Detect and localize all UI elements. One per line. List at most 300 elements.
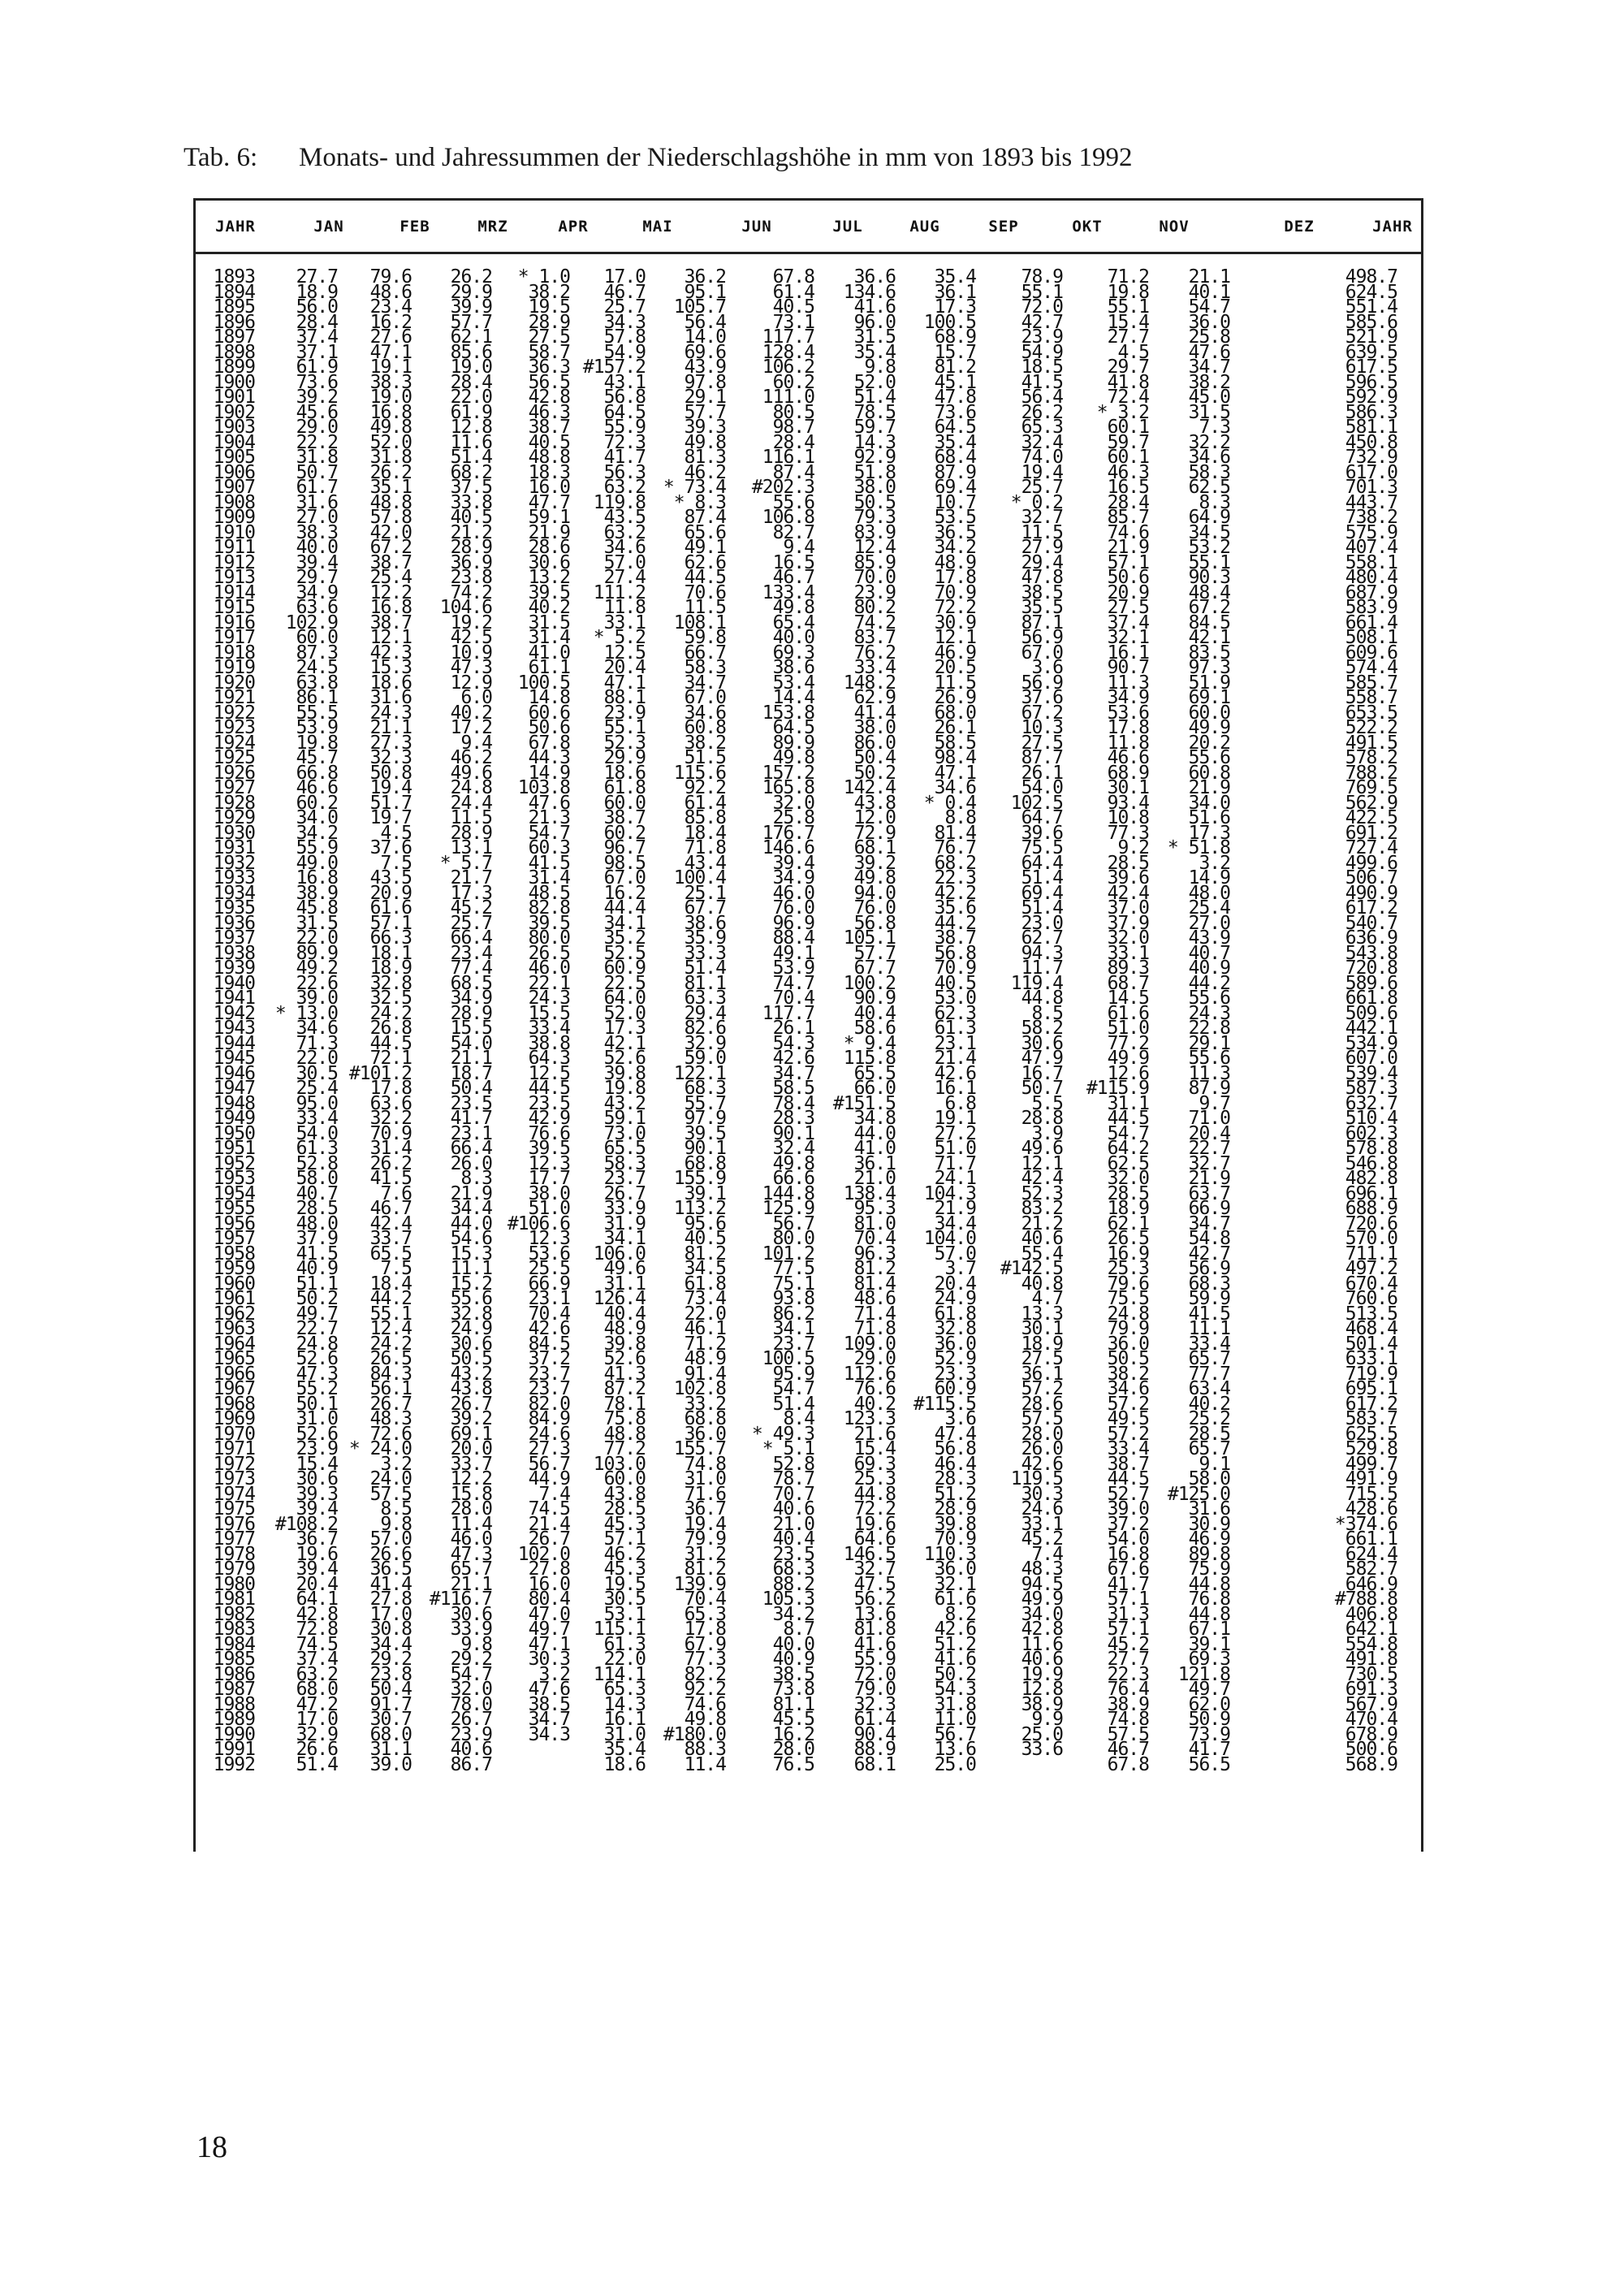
table-cell: 1928 <box>213 792 255 814</box>
table-cell: 79.9 <box>1107 1318 1149 1339</box>
table-cell: 54.0 <box>450 1032 492 1054</box>
table-cell: 40.5 <box>934 972 976 994</box>
table-cell: * 1.0 <box>517 266 570 287</box>
table-cell: 23.9 <box>450 1723 492 1745</box>
column-header: JUN <box>741 218 772 236</box>
table-cell: 1900 <box>213 371 255 393</box>
table-cell: 19.4 <box>369 777 412 798</box>
table-cell: 53.9 <box>296 717 338 738</box>
table-cell: * 8.3 <box>673 491 726 513</box>
column-header: JAHR <box>1372 218 1413 236</box>
table-cell: 1923 <box>213 717 255 738</box>
table-cell: 66.0 <box>853 1078 896 1099</box>
table-cell: 45.2 <box>1021 1528 1063 1550</box>
table-cell: 34.7 <box>1188 357 1230 378</box>
table-cell: 58.5 <box>934 732 976 754</box>
table-cell: 1938 <box>213 942 255 964</box>
table-cell: 90.1 <box>684 1138 726 1159</box>
table-cell: 40.9 <box>772 1649 814 1670</box>
table-cell: 47.6 <box>528 792 570 814</box>
table-cell: 17.8 <box>684 1619 726 1640</box>
table-cell: 153.8 <box>762 702 814 724</box>
table-cell: 12.5 <box>603 642 646 664</box>
table-cell: 43.5 <box>603 507 646 528</box>
table-cell: 111.0 <box>762 387 814 408</box>
table-cell: 34.6 <box>1188 447 1230 468</box>
table-cell: 31.9 <box>603 1213 646 1234</box>
table-cell: 28.4 <box>1107 491 1149 513</box>
table-cell: 68.1 <box>853 837 896 858</box>
table-cell: 77.2 <box>603 1438 646 1459</box>
table-cell: 44.5 <box>528 1078 570 1099</box>
table-cell: 39.4 <box>296 551 338 573</box>
table-cell: 1897 <box>213 326 255 348</box>
table-cell: 25.1 <box>684 882 726 904</box>
table-cell: 22.0 <box>296 1048 338 1069</box>
table-cell: 732.9 <box>1345 447 1397 468</box>
table-cell: 32.3 <box>369 747 412 768</box>
table-cell: 40.0 <box>772 1633 814 1655</box>
table-cell: 57.5 <box>369 1483 412 1505</box>
table-cell: 64.6 <box>853 1528 896 1550</box>
table-cell: 42.2 <box>934 882 976 904</box>
table-cell: 57.7 <box>853 942 896 964</box>
table-cell: 41.5 <box>528 852 570 874</box>
table-cell: 50.9 <box>1188 1709 1230 1730</box>
table-cell: 1951 <box>213 1138 255 1159</box>
table-cell: #157.2 <box>582 357 646 378</box>
table-cell: 491.9 <box>1345 1468 1397 1489</box>
table-cell: 40.5 <box>772 296 814 318</box>
table-cell: 64.9 <box>1188 507 1230 528</box>
table-cell: 71.3 <box>296 1032 338 1054</box>
table-cell: 44.5 <box>369 1032 412 1054</box>
table-cell: 27.0 <box>296 507 338 528</box>
table-cell: 39.4 <box>296 1498 338 1519</box>
table-cell: 40.2 <box>450 702 492 724</box>
table-cell: 19.8 <box>603 1078 646 1099</box>
table-cell: 56.7 <box>934 1723 976 1745</box>
table-cell: 46.0 <box>450 1528 492 1550</box>
table-cell: * 5.2 <box>593 627 646 648</box>
table-cell: 39.8 <box>603 1062 646 1084</box>
table-cell: 68.8 <box>684 1152 726 1174</box>
table-cell: 687.9 <box>1345 581 1397 603</box>
table-cell: 54.9 <box>1021 341 1063 363</box>
table-cell: 8.5 <box>1031 1002 1063 1024</box>
table-cell: 16.8 <box>1107 1543 1149 1565</box>
table-cell: 41.6 <box>853 296 896 318</box>
table-cell: 11.1 <box>450 1258 492 1279</box>
table-cell: 18.6 <box>603 1753 646 1775</box>
table-cell: 47.3 <box>450 1543 492 1565</box>
table-cell: 661.4 <box>1345 612 1397 633</box>
table-cell: 1904 <box>213 431 255 453</box>
table-cell: 23.7 <box>528 1363 570 1385</box>
table-cell: 37.6 <box>369 837 412 858</box>
table-cell: 32.0 <box>1107 1168 1149 1189</box>
table-cell: 52.5 <box>603 942 646 964</box>
table-cell: 13.3 <box>1021 1303 1063 1325</box>
table-cell: 29.2 <box>369 1649 412 1670</box>
table-cell: 61.7 <box>296 477 338 498</box>
table-cell: 19.0 <box>369 387 412 408</box>
table-cell: 19.1 <box>934 1108 976 1129</box>
table-cell: 92.9 <box>853 447 896 468</box>
table-cell: 24.1 <box>934 1168 976 1189</box>
table-cell: 26.5 <box>1107 1228 1149 1249</box>
table-cell: 58.2 <box>1021 1018 1063 1039</box>
table-cell: 54.0 <box>1107 1528 1149 1550</box>
table-cell: 12.1 <box>934 627 976 648</box>
table-cell: 15.5 <box>450 1018 492 1039</box>
table-cell: 91.4 <box>684 1363 726 1385</box>
table-cell: 90.4 <box>853 1723 896 1745</box>
table-cell: 15.5 <box>528 1002 570 1024</box>
table-cell: 1988 <box>213 1693 255 1715</box>
table-cell: 108.1 <box>673 612 726 633</box>
table-cell: 56.8 <box>934 1438 976 1459</box>
table-cell: 9.8 <box>380 1513 412 1535</box>
table-cell: 95.6 <box>684 1213 726 1234</box>
table-cell: 49.9 <box>1188 717 1230 738</box>
table-cell: 38.0 <box>853 477 896 498</box>
table-cell: 72.4 <box>1107 387 1149 408</box>
table-cell: 79.0 <box>853 1679 896 1700</box>
table-cell: 62.5 <box>1107 1152 1149 1174</box>
table-cell: 57.1 <box>369 912 412 934</box>
table-cell: 30.6 <box>528 551 570 573</box>
table-cell: 68.7 <box>1107 972 1149 994</box>
table-cell: 38.9 <box>1107 1693 1149 1715</box>
table-cell: 27.5 <box>1021 1348 1063 1369</box>
table-cell: 65.5 <box>603 1138 646 1159</box>
table-cell: 1969 <box>213 1408 255 1429</box>
table-cell: 51.4 <box>853 387 896 408</box>
table-cell: 40.4 <box>603 1303 646 1325</box>
table-cell: 14.9 <box>528 762 570 784</box>
table-cell: 9.1 <box>1199 1453 1230 1475</box>
table-cell: 696.1 <box>1345 1182 1397 1204</box>
table-cell: 87.7 <box>1021 747 1063 768</box>
table-cell: 25.2 <box>1188 1408 1230 1429</box>
table-cell: 39.5 <box>684 1122 726 1144</box>
table-cell: 128.4 <box>762 341 814 363</box>
table-cell: 70.4 <box>684 1589 726 1610</box>
table-cell: 30.8 <box>369 1619 412 1640</box>
table-cell: 22.1 <box>528 972 570 994</box>
table-cell: 32.1 <box>1107 627 1149 648</box>
table-cell: 112.6 <box>843 1363 896 1385</box>
table-cell: 22.7 <box>1188 1138 1230 1159</box>
table-cell: 46.2 <box>450 747 492 768</box>
table-cell: 52.6 <box>296 1423 338 1445</box>
table-cell: 28.8 <box>1021 1108 1063 1129</box>
table-cell: 134.6 <box>843 281 896 303</box>
table-cell: 56.4 <box>684 311 726 333</box>
table-cell: 57.5 <box>1107 1723 1149 1745</box>
table-cell: 83.9 <box>853 521 896 543</box>
table-cell: 16.7 <box>1021 1062 1063 1084</box>
table-cell: 74.8 <box>684 1453 726 1475</box>
table-cell: 14.9 <box>1188 867 1230 888</box>
table-cell: 3.9 <box>1031 1122 1063 1144</box>
table-cell: 51.4 <box>1021 897 1063 919</box>
table-cell: 49.8 <box>772 747 814 768</box>
table-cell: 56.3 <box>603 461 646 483</box>
table-cell: 34.2 <box>296 822 338 844</box>
table-cell: 58.7 <box>528 341 570 363</box>
table-cell: *374.6 <box>1334 1513 1397 1535</box>
table-cell: 32.0 <box>450 1679 492 1700</box>
table-cell: 35.4 <box>603 1739 646 1760</box>
table-cell: 19.8 <box>1107 281 1149 303</box>
table-cell: 639.5 <box>1345 341 1397 363</box>
table-cell: 30.1 <box>1021 1318 1063 1339</box>
table-cell: 7.6 <box>380 1182 412 1204</box>
table-cell: 46.6 <box>1107 747 1149 768</box>
table-cell: 39.8 <box>603 1333 646 1355</box>
column-header: JUL <box>832 218 863 236</box>
table-cell: 33.6 <box>1021 1739 1063 1760</box>
table-cell: 41.6 <box>853 1633 896 1655</box>
table-cell: 16.2 <box>369 311 412 333</box>
table-cell: 17.8 <box>934 567 976 588</box>
table-cell: 25.7 <box>1021 477 1063 498</box>
table-cell: 34.7 <box>772 1062 814 1084</box>
table-cell: 480.4 <box>1345 567 1397 588</box>
table-cell: 12.4 <box>369 1318 412 1339</box>
table-cell: 34.7 <box>1188 1213 1230 1234</box>
table-cell: 17.0 <box>369 1603 412 1625</box>
table-cell: 63.8 <box>296 672 338 694</box>
table-cell: 55.1 <box>1021 281 1063 303</box>
table-cell: 12.5 <box>528 1062 570 1084</box>
table-cell: * 24.0 <box>348 1438 412 1459</box>
table-cell: 61.6 <box>1107 1002 1149 1024</box>
table-cell: 15.4 <box>1107 311 1149 333</box>
table-cell: 34.2 <box>772 1603 814 1625</box>
table-cell: 68.8 <box>684 1408 726 1429</box>
table-cell: 97.8 <box>684 371 726 393</box>
table-cell: 22.5 <box>603 972 646 994</box>
table-cell: 653.5 <box>1345 702 1397 724</box>
table-cell: 79.9 <box>684 1528 726 1550</box>
table-cell: 83.5 <box>1188 642 1230 664</box>
table-cell: 54.7 <box>1107 1122 1149 1144</box>
table-cell: 96.9 <box>772 912 814 934</box>
table-cell: 41.5 <box>369 1168 412 1189</box>
table-cell: 85.8 <box>684 807 726 828</box>
table-cell: 81.0 <box>853 1213 896 1234</box>
table-cell: 80.0 <box>772 1228 814 1249</box>
table-cell: 26.2 <box>450 266 492 287</box>
table-cell: 35.6 <box>934 897 976 919</box>
table-cell: 727.4 <box>1345 837 1397 858</box>
table-cell: 104.3 <box>923 1182 976 1204</box>
table-cell: 26.7 <box>369 1393 412 1415</box>
table-cell: 54.7 <box>1188 296 1230 318</box>
table-cell: 39.5 <box>528 912 570 934</box>
table-cell: 37.9 <box>296 1228 338 1249</box>
table-cell: 32.8 <box>450 1303 492 1325</box>
table-cell: 31.5 <box>853 326 896 348</box>
table-cell: 52.0 <box>369 431 412 453</box>
table-cell: 1902 <box>213 401 255 423</box>
table-cell: 75.9 <box>1188 1558 1230 1580</box>
table-cell: 34.1 <box>603 912 646 934</box>
table-cell: 632.7 <box>1345 1092 1397 1114</box>
table-cell: 59.7 <box>853 417 896 438</box>
table-cell: 39.2 <box>853 852 896 874</box>
table-cell: 49.6 <box>603 1258 646 1279</box>
table-cell: 46.7 <box>1107 1739 1149 1760</box>
table-cell: 56.4 <box>1021 387 1063 408</box>
table-cell: 10.9 <box>450 642 492 664</box>
table-cell: 57.0 <box>934 1243 976 1264</box>
table-cell: 69.6 <box>684 341 726 363</box>
table-cell: 70.0 <box>853 567 896 588</box>
table-cell: 36.5 <box>934 521 976 543</box>
table-cell: 8.7 <box>783 1619 814 1640</box>
table-cell: 624.4 <box>1345 1543 1397 1565</box>
table-cell: 26.1 <box>934 717 976 738</box>
table-cell: 31.6 <box>296 491 338 513</box>
table-cell: 47.3 <box>296 1363 338 1385</box>
table-cell: 1968 <box>213 1393 255 1415</box>
table-cell: 31.0 <box>603 1723 646 1745</box>
table-cell: 32.8 <box>369 972 412 994</box>
table-cell: 67.1 <box>1188 1619 1230 1640</box>
table-cell: 1927 <box>213 777 255 798</box>
table-cell: 17.8 <box>1107 717 1149 738</box>
table-cell: 12.1 <box>1021 1152 1063 1174</box>
table-cell: 95.0 <box>296 1092 338 1114</box>
table-cell: 56.8 <box>934 942 976 964</box>
table-cell: 63.3 <box>684 988 726 1009</box>
table-cell: 148.2 <box>843 672 896 694</box>
table-cell: #115.5 <box>913 1393 976 1415</box>
table-cell: 37.9 <box>1107 912 1149 934</box>
table-cell: 52.0 <box>853 371 896 393</box>
table-cell: 58.6 <box>853 1018 896 1039</box>
table-cell: 35.9 <box>684 927 726 949</box>
table-cell: 75.5 <box>1021 837 1063 858</box>
table-cell: 38.7 <box>369 612 412 633</box>
table-cell: 54.3 <box>772 1032 814 1054</box>
table-cell: 554.8 <box>1345 1633 1397 1655</box>
table-cell: 41.5 <box>1188 1303 1230 1325</box>
table-cell: 38.5 <box>1021 581 1063 603</box>
table-cell: 20.4 <box>934 1273 976 1295</box>
table-cell: 37.2 <box>528 1348 570 1369</box>
table-cell: 1915 <box>213 597 255 618</box>
table-cell: 37.4 <box>296 326 338 348</box>
table-cell: 15.4 <box>296 1453 338 1475</box>
table-cell: 8.5 <box>380 1498 412 1519</box>
table-cell: 1987 <box>213 1679 255 1700</box>
table-cell: 617.0 <box>1345 461 1397 483</box>
value-column <box>1284 266 1397 1775</box>
table-cell: 546.8 <box>1345 1152 1397 1174</box>
table-cell: 88.9 <box>853 1739 896 1760</box>
table-cell: 540.7 <box>1345 912 1397 934</box>
table-cell: 51.4 <box>684 957 726 979</box>
table-cell: 688.9 <box>1345 1198 1397 1219</box>
table-cell: 55.9 <box>853 1649 896 1670</box>
table-cell: 27.3 <box>528 1438 570 1459</box>
table-cell: 77.4 <box>450 957 492 979</box>
table-cell: 122.1 <box>673 1062 726 1084</box>
table-caption <box>184 143 1133 173</box>
table-cell: 17.3 <box>603 1018 646 1039</box>
table-cell: 41.5 <box>1021 371 1063 393</box>
table-cell: 27.7 <box>1107 326 1149 348</box>
table-cell: 70.9 <box>934 1528 976 1550</box>
table-cell: 1931 <box>213 837 255 858</box>
table-cell: 63.7 <box>1188 1182 1230 1204</box>
table-cell: 11.6 <box>450 431 492 453</box>
table-cell: 18.3 <box>528 461 570 483</box>
table-cell: 562.9 <box>1345 792 1397 814</box>
table-cell: 30.6 <box>450 1333 492 1355</box>
table-cell: 33.4 <box>853 657 896 678</box>
table-cell: 40.4 <box>772 1528 814 1550</box>
table-cell: 40.0 <box>296 537 338 558</box>
table-cell: * 0.4 <box>923 792 976 814</box>
table-cell: 32.9 <box>684 1032 726 1054</box>
table-cell: 22.3 <box>1107 1663 1149 1685</box>
table-cell: 41.0 <box>853 1138 896 1159</box>
table-cell: * 0.2 <box>1010 491 1063 513</box>
table-cell: 86.7 <box>450 1753 492 1775</box>
table-cell: 21.9 <box>934 1198 976 1219</box>
table-cell: 29.7 <box>296 567 338 588</box>
table-cell: 84.9 <box>528 1408 570 1429</box>
table-cell: 73.6 <box>934 401 976 423</box>
table-cell: 500.6 <box>1345 1739 1397 1760</box>
table-cell: 49.8 <box>772 597 814 618</box>
table-cell: 40.2 <box>853 1393 896 1415</box>
table-cell: 12.8 <box>1021 1679 1063 1700</box>
table-cell: 116.1 <box>762 447 814 468</box>
table-cell: 9.4 <box>783 537 814 558</box>
table-cell: 32.3 <box>853 1693 896 1715</box>
table-cell: 44.2 <box>934 912 976 934</box>
table-cell: 42.6 <box>772 1048 814 1069</box>
table-cell: 68.3 <box>684 1078 726 1099</box>
table-cell: 31.3 <box>1107 1603 1149 1625</box>
table-cell: 66.4 <box>450 927 492 949</box>
table-cell: 1961 <box>213 1288 255 1309</box>
table-cell: 68.9 <box>934 326 976 348</box>
table-cell: 1991 <box>213 1739 255 1760</box>
table-cell: #151.5 <box>832 1092 896 1114</box>
table-cell: 59.8 <box>684 627 726 648</box>
table-cell: 5.5 <box>1031 1092 1063 1114</box>
table-cell: 34.9 <box>1107 687 1149 708</box>
table-cell: 55.6 <box>1188 1048 1230 1069</box>
table-cell: 16.8 <box>296 867 338 888</box>
table-cell: 47.3 <box>450 657 492 678</box>
table-cell: 57.7 <box>684 401 726 423</box>
table-cell: 1910 <box>213 521 255 543</box>
table-cell: 21.9 <box>1107 537 1149 558</box>
table-cell: 74.7 <box>772 972 814 994</box>
table-cell: 19.6 <box>296 1543 338 1565</box>
table-cell: 1937 <box>213 927 255 949</box>
table-cell: 32.5 <box>369 988 412 1009</box>
